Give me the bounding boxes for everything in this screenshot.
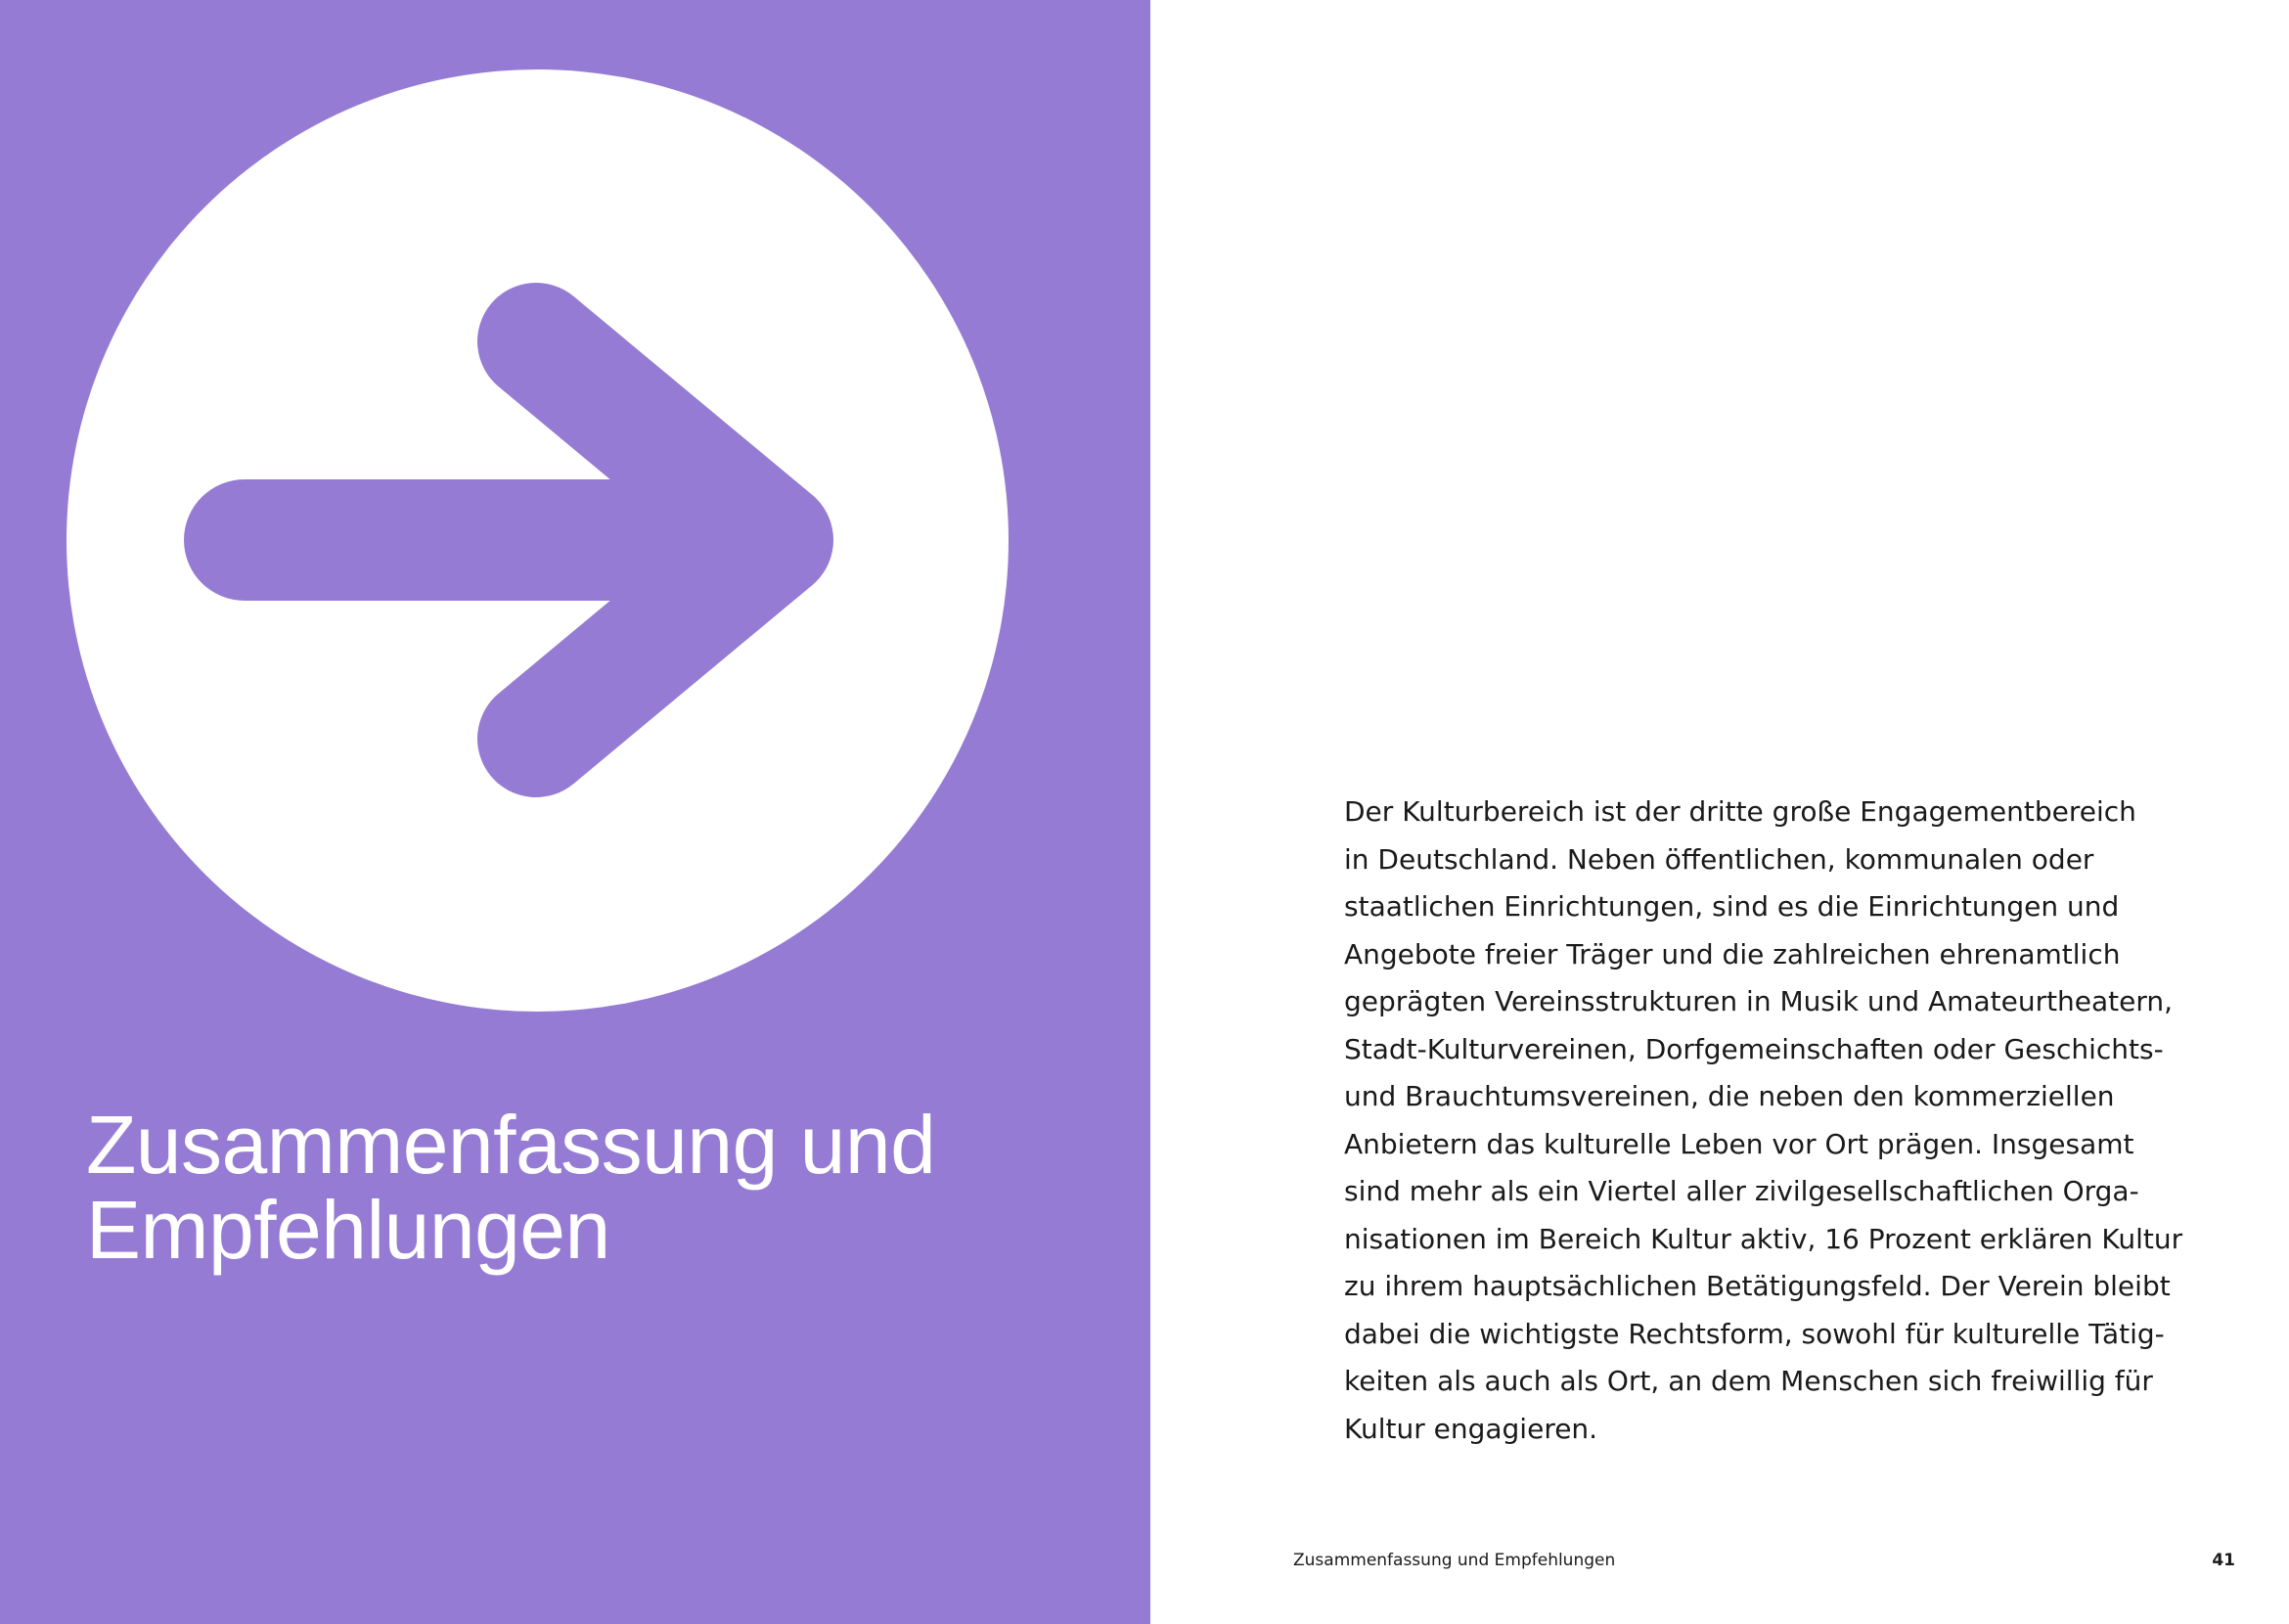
body-line: geprägten Vereinsstrukturen in Musik und Amateurtheatern,	[1344, 985, 2174, 1017]
body-line: Stadt-Kulturvereinen, Dorfgemeinschaften oder Geschichts-	[1344, 1032, 2164, 1065]
body-line: Angebote freier Träger und die zahlreichen ehrenamtlich	[1344, 937, 2121, 970]
body-line: nisationen im Bereich Kultur aktiv, 16 Prozent erklären Kultur	[1344, 1222, 2183, 1255]
body-line: dabei die wichtigste Rechtsform, sowohl für kulturelle Tätig-	[1344, 1317, 2165, 1350]
right-page-panel	[1150, 0, 2289, 1624]
body-line: keiten als auch als Ort, an dem Menschen sich freiwillig für	[1344, 1365, 2153, 1397]
body-line: staatlichen Einrichtungen, sind es die Einrichtungen und	[1344, 890, 2120, 923]
chapter-title	[86, 1099, 1123, 1276]
chapter-title-line: Empfehlungen	[86, 1184, 610, 1276]
body-line: Der Kulturbereich ist der dritte große Engagementbereich	[1344, 795, 2136, 828]
body-line: Anbietern das kulturelle Leben vor Ort prägen. Insgesamt	[1344, 1127, 2134, 1160]
body-line: und Brauchtumsvereinen, die neben den kommerziellen	[1344, 1080, 2115, 1112]
page-number: 41	[2212, 1551, 2235, 1570]
body-line: sind mehr als ein Viertel aller zivilgesellschaftlichen Orga-	[1344, 1175, 2139, 1207]
footer-running-title: Zusammenfassung und Empfehlungen	[1293, 1551, 1616, 1570]
right-arrow-icon	[67, 69, 1009, 1012]
chapter-title-line: Zusammenfassung und	[86, 1099, 936, 1191]
body-line: Kultur engagieren.	[1344, 1412, 1598, 1445]
body-line: in Deutschland. Neben öffentlichen, kommunalen oder	[1344, 842, 2094, 876]
arrow-circle	[67, 69, 1009, 1012]
body-line: zu ihrem hauptsächlichen Betätigungsfeld. Der Verein bleibt	[1344, 1270, 2171, 1302]
body-paragraph	[1344, 789, 2183, 1453]
